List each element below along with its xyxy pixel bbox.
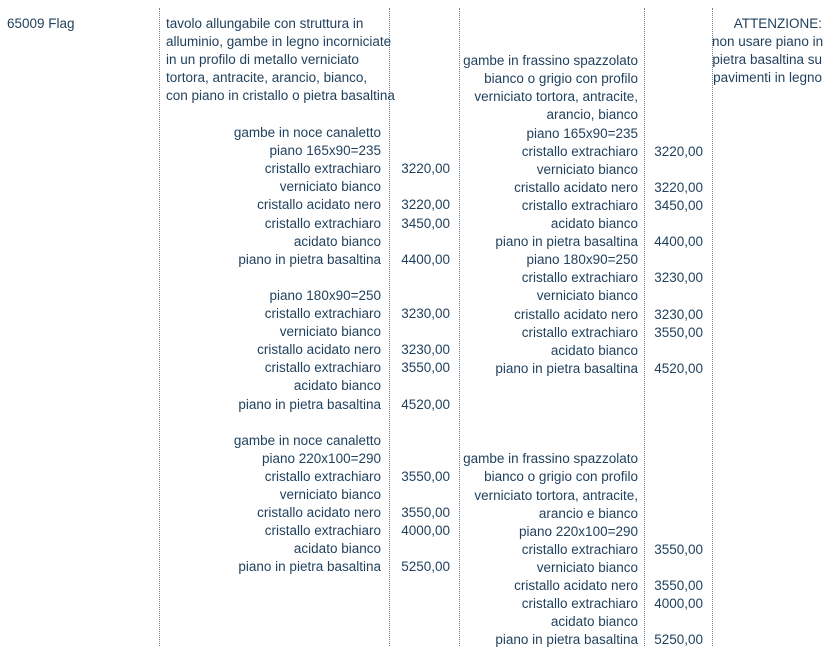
description-line: con piano in cristallo o pietra basaltina bbox=[166, 88, 395, 103]
column-divider bbox=[159, 8, 160, 646]
price-value: 3230,00 bbox=[401, 306, 450, 321]
price-value: 3550,00 bbox=[654, 578, 703, 593]
price-row-label: cristallo extrachiaro bbox=[521, 541, 638, 557]
price-row-label: acidato bianco bbox=[293, 233, 381, 249]
price-row-label: cristallo extrachiaro bbox=[521, 324, 638, 340]
price-row-label: gambe in noce canaletto bbox=[233, 125, 381, 140]
price-value: 3220,00 bbox=[401, 197, 450, 213]
price-row-label: arancio, bianco bbox=[546, 107, 638, 123]
price-row-label: piano 180x90=250 bbox=[269, 287, 381, 303]
price-row-label: piano 220x100=290 bbox=[519, 523, 638, 539]
price-row-label: cristallo extrachiaro bbox=[521, 270, 638, 286]
price-row-label: cristallo extrachiaro bbox=[264, 523, 381, 539]
price-row-label: cristallo extrachiaro bbox=[264, 468, 381, 484]
column-divider bbox=[712, 8, 713, 646]
price-row-label: verniciato bianco bbox=[279, 179, 381, 195]
price-row-label: cristallo extrachiaro bbox=[521, 143, 638, 159]
price-row-label: piano 220x100=290 bbox=[262, 450, 381, 466]
price-row-label: cristallo extrachiaro bbox=[264, 306, 381, 321]
price-row-label: acidato bianco bbox=[550, 216, 638, 231]
price-row-label: verniciato bianco bbox=[536, 288, 638, 304]
price-value: 3220,00 bbox=[654, 143, 703, 159]
price-row-label: verniciato bianco bbox=[279, 324, 381, 340]
price-row-label: verniciato bianco bbox=[279, 487, 381, 502]
price-value: 3230,00 bbox=[654, 306, 703, 322]
price-row-label: bianco o grigio con profilo bbox=[484, 469, 638, 485]
price-row-label: gambe in frassino spazzolato bbox=[463, 451, 638, 467]
price-row-label: piano in pietra basaltina bbox=[495, 234, 638, 250]
price-row-label: verniciato tortora, antracite, bbox=[474, 89, 638, 105]
price-row-label: acidato bianco bbox=[550, 614, 638, 630]
price-row-label: cristallo acidato nero bbox=[514, 179, 638, 195]
price-row-label: cristallo extrachiaro bbox=[264, 161, 381, 177]
description-line: alluminio, gambe in legno incorniciate bbox=[166, 34, 392, 49]
price-value: 4400,00 bbox=[654, 234, 703, 250]
price-row-label: arancio e bianco bbox=[538, 505, 638, 521]
price-value: 3450,00 bbox=[401, 215, 450, 231]
price-row-label: acidato bianco bbox=[293, 541, 381, 557]
column-divider bbox=[459, 8, 460, 646]
warning-line: pietra basaltina su bbox=[712, 52, 822, 67]
price-row-label: acidato bianco bbox=[550, 342, 638, 358]
price-row-label: piano in pietra basaltina bbox=[238, 559, 381, 575]
price-row-label: verniciato bianco bbox=[536, 559, 638, 575]
price-row-label: cristallo extrachiaro bbox=[521, 197, 638, 213]
price-value: 4520,00 bbox=[401, 396, 450, 412]
price-row-label: cristallo acidato nero bbox=[257, 197, 381, 213]
warning-title: ATTENZIONE: bbox=[733, 16, 822, 31]
price-row-label: cristallo acidato nero bbox=[257, 342, 381, 358]
price-row-label: verniciato tortora, antracite, bbox=[474, 487, 638, 503]
price-row-label: acidato bianco bbox=[293, 378, 381, 394]
price-value: 3220,00 bbox=[401, 161, 450, 177]
price-value: 3550,00 bbox=[401, 360, 450, 376]
product-code: 65009 Flag bbox=[7, 16, 75, 31]
price-row-label: piano 165x90=235 bbox=[526, 125, 638, 141]
price-row-label: piano in pietra basaltina bbox=[238, 396, 381, 412]
price-row-label: cristallo acidato nero bbox=[514, 306, 638, 322]
price-row-label: gambe in frassino spazzolato bbox=[463, 53, 638, 69]
price-row-label: verniciato bianco bbox=[536, 161, 638, 177]
price-row-label: cristallo acidato nero bbox=[257, 505, 381, 521]
price-value: 3550,00 bbox=[401, 505, 450, 521]
price-value: 5250,00 bbox=[654, 632, 703, 648]
price-row-label: piano in pietra basaltina bbox=[495, 360, 638, 376]
price-value: 3230,00 bbox=[654, 270, 703, 286]
price-value: 5250,00 bbox=[401, 559, 450, 575]
price-row-label: cristallo extrachiaro bbox=[264, 215, 381, 231]
price-value: 3550,00 bbox=[654, 324, 703, 340]
warning-note bbox=[712, 15, 822, 87]
price-row-label: piano 180x90=250 bbox=[526, 252, 638, 268]
warning-line: non usare piano in bbox=[712, 34, 824, 49]
price-value: 3550,00 bbox=[401, 468, 450, 484]
price-value: 3450,00 bbox=[654, 197, 703, 213]
description-line: tortora, antracite, arancio, bianco, bbox=[166, 70, 368, 85]
price-row-label: cristallo extrachiaro bbox=[264, 360, 381, 376]
price-value: 3230,00 bbox=[401, 342, 450, 358]
price-value: 4400,00 bbox=[401, 251, 450, 267]
price-value: 3220,00 bbox=[654, 179, 703, 195]
price-row-label: piano 165x90=235 bbox=[269, 143, 381, 159]
price-value: 4000,00 bbox=[654, 596, 703, 612]
column-divider bbox=[644, 8, 645, 646]
price-row-label: gambe in noce canaletto bbox=[233, 432, 381, 448]
warning-line: pavimenti in legno bbox=[713, 70, 822, 85]
column-divider bbox=[389, 8, 390, 646]
price-value: 4520,00 bbox=[654, 360, 703, 376]
price-row-label: cristallo extrachiaro bbox=[521, 596, 638, 612]
product-description bbox=[166, 15, 395, 105]
description-line: tavolo allungabile con struttura in bbox=[166, 16, 364, 31]
description-line: in un profilo di metallo verniciato bbox=[166, 52, 359, 67]
price-row-label: bianco o grigio con profilo bbox=[484, 71, 638, 87]
price-value: 3550,00 bbox=[654, 541, 703, 557]
price-row-label: cristallo acidato nero bbox=[514, 578, 638, 593]
price-row-label: piano in pietra basaltina bbox=[495, 632, 638, 648]
price-row-label: piano in pietra basaltina bbox=[238, 251, 381, 267]
price-value: 4000,00 bbox=[401, 523, 450, 539]
